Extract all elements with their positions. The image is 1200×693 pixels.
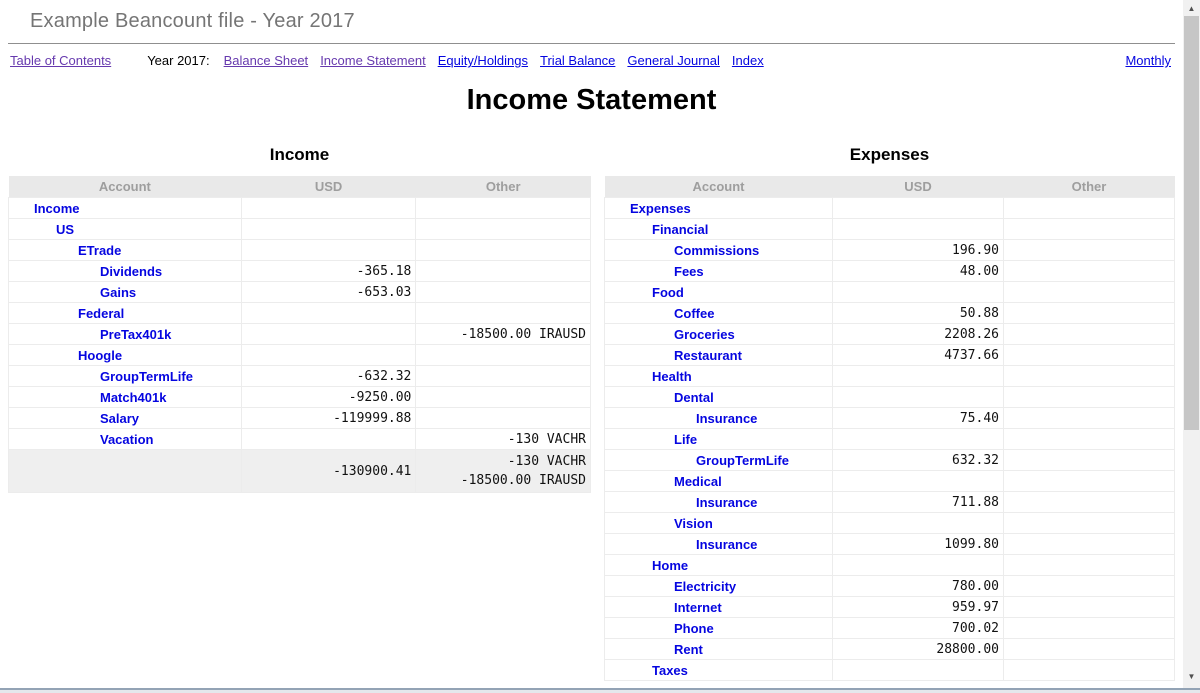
account-cell: [9, 282, 242, 303]
usd-value-cell: -9250.00: [241, 387, 416, 408]
account-cell: [605, 534, 833, 555]
expenses-row: [605, 555, 1175, 576]
other-value-cell: [1004, 597, 1175, 618]
account-link-grouptermlife[interactable]: GroupTermLife: [696, 452, 789, 468]
total-account-cell: [9, 450, 242, 493]
income-row: [9, 345, 591, 366]
account-cell: [605, 513, 833, 534]
other-value-cell: [1004, 387, 1175, 408]
expenses-row: [605, 618, 1175, 639]
usd-value-cell: [833, 513, 1004, 534]
account-link-electricity[interactable]: Electricity: [674, 578, 737, 594]
nav-link-balance-sheet[interactable]: Balance Sheet: [223, 53, 309, 68]
account-link-taxes[interactable]: Taxes: [652, 662, 688, 678]
account-link-insurance[interactable]: Insurance: [696, 494, 758, 510]
other-value-cell: [416, 387, 591, 408]
other-value-cell: [1004, 345, 1175, 366]
account-cell: [605, 555, 833, 576]
total-other-cell: -130 VACHR -18500.00 IRAUSD: [416, 450, 591, 493]
account-link-income[interactable]: Income: [34, 200, 80, 216]
account-cell: [9, 387, 242, 408]
usd-value-cell: [241, 429, 416, 450]
other-value-cell: -18500.00 IRAUSD: [416, 324, 591, 345]
account-cell: [9, 261, 242, 282]
other-value-cell: [1004, 471, 1175, 492]
expenses-row: [605, 219, 1175, 240]
other-value-cell: [1004, 555, 1175, 576]
usd-value-cell: 1099.80: [833, 534, 1004, 555]
account-link-phone[interactable]: Phone: [674, 620, 714, 636]
usd-value-cell: [833, 198, 1004, 219]
expenses-row: [605, 408, 1175, 429]
other-value-cell: [1004, 240, 1175, 261]
account-cell: [605, 618, 833, 639]
account-cell: [605, 198, 833, 219]
expenses-row: [605, 597, 1175, 618]
other-value-cell: [1004, 660, 1175, 681]
expenses-row: [605, 198, 1175, 219]
income-table: [8, 176, 591, 493]
expenses-row: [605, 429, 1175, 450]
income-row: [9, 198, 591, 219]
income-col-header-account: Account: [9, 176, 242, 198]
account-link-restaurant[interactable]: Restaurant: [674, 347, 742, 363]
nav-link-income-statement[interactable]: Income Statement: [320, 53, 426, 68]
navigation-bar: [10, 53, 1171, 68]
expenses-row: [605, 387, 1175, 408]
usd-value-cell: 4737.66: [833, 345, 1004, 366]
account-cell: [605, 639, 833, 660]
usd-value-cell: [833, 387, 1004, 408]
year-label: Year 2017:: [147, 53, 210, 68]
other-value-cell: [1004, 198, 1175, 219]
usd-value-cell: 196.90: [833, 240, 1004, 261]
usd-value-cell: 632.32: [833, 450, 1004, 471]
account-link-fees[interactable]: Fees: [674, 263, 704, 279]
account-link-etrade[interactable]: ETrade: [78, 242, 122, 258]
expenses-row: [605, 513, 1175, 534]
usd-value-cell: [833, 555, 1004, 576]
usd-value-cell: -653.03: [241, 282, 416, 303]
account-link-medical[interactable]: Medical: [674, 473, 722, 489]
account-cell: [9, 219, 242, 240]
income-row: [9, 408, 591, 429]
other-value-cell: [1004, 576, 1175, 597]
account-link-commissions[interactable]: Commissions: [674, 242, 760, 258]
income-row: [9, 240, 591, 261]
usd-value-cell: [833, 471, 1004, 492]
account-cell: [9, 345, 242, 366]
income-total-row: [9, 450, 591, 493]
account-link-us[interactable]: US: [56, 221, 75, 237]
other-value-cell: [1004, 282, 1175, 303]
other-value-cell: [1004, 219, 1175, 240]
usd-value-cell: 75.40: [833, 408, 1004, 429]
usd-value-cell: -632.32: [241, 366, 416, 387]
account-cell: [605, 597, 833, 618]
income-row: [9, 429, 591, 450]
expenses-section: [604, 139, 1175, 681]
other-value-cell: -130 VACHR: [416, 429, 591, 450]
income-col-header-other: Other: [416, 176, 591, 198]
account-cell: [605, 408, 833, 429]
other-value-cell: [416, 240, 591, 261]
account-link-pretax401k[interactable]: PreTax401k: [100, 326, 172, 342]
expenses-row: [605, 261, 1175, 282]
expenses-table: [604, 176, 1175, 681]
usd-value-cell: 711.88: [833, 492, 1004, 513]
account-link-dental[interactable]: Dental: [674, 389, 714, 405]
account-link-salary[interactable]: Salary: [100, 410, 140, 426]
expenses-row: [605, 345, 1175, 366]
expenses-row: [605, 450, 1175, 471]
other-value-cell: [1004, 324, 1175, 345]
document-title: Example Beancount file - Year 2017: [30, 10, 355, 32]
usd-value-cell: [241, 219, 416, 240]
other-value-cell: [1004, 639, 1175, 660]
scrollbar-thumb[interactable]: [1183, 16, 1200, 430]
usd-value-cell: [833, 282, 1004, 303]
expenses-row: [605, 324, 1175, 345]
expenses-table-title: Expenses: [849, 145, 930, 164]
account-cell: [605, 450, 833, 471]
other-value-cell: [1004, 492, 1175, 513]
statement-tables: [8, 139, 1175, 681]
income-row: [9, 261, 591, 282]
account-link-expenses[interactable]: Expenses: [630, 200, 691, 216]
account-cell: [605, 492, 833, 513]
usd-value-cell: [833, 660, 1004, 681]
account-link-financial[interactable]: Financial: [652, 221, 709, 237]
window-bottom-edge: [0, 688, 1200, 693]
income-section: [8, 139, 591, 493]
account-link-vision[interactable]: Vision: [674, 515, 713, 531]
usd-value-cell: [833, 219, 1004, 240]
account-cell: [605, 366, 833, 387]
other-value-cell: [416, 366, 591, 387]
account-link-food[interactable]: Food: [652, 284, 684, 300]
account-link-gains[interactable]: Gains: [100, 284, 137, 300]
other-value-cell: [416, 408, 591, 429]
other-value-cell: [1004, 513, 1175, 534]
account-link-home[interactable]: Home: [652, 557, 689, 573]
account-cell: [9, 198, 242, 219]
page-title: Income Statement: [466, 84, 717, 116]
other-value-cell: [416, 261, 591, 282]
total-usd-cell: -130900.41: [241, 450, 416, 493]
other-value-cell: [416, 219, 591, 240]
other-value-cell: [1004, 303, 1175, 324]
other-value-cell: [416, 198, 591, 219]
account-cell: [605, 576, 833, 597]
expenses-row: [605, 471, 1175, 492]
usd-value-cell: 50.88: [833, 303, 1004, 324]
usd-value-cell: 48.00: [833, 261, 1004, 282]
other-value-cell: [1004, 429, 1175, 450]
other-value-cell: [1004, 261, 1175, 282]
account-link-internet[interactable]: Internet: [674, 599, 722, 615]
usd-value-cell: 959.97: [833, 597, 1004, 618]
usd-value-cell: -365.18: [241, 261, 416, 282]
account-cell: [605, 219, 833, 240]
nav-link-general-journal[interactable]: General Journal: [627, 53, 720, 68]
usd-value-cell: [241, 240, 416, 261]
account-cell: [605, 324, 833, 345]
account-link-groceries[interactable]: Groceries: [674, 326, 735, 342]
scrollbar-down-arrow-icon[interactable]: ▼: [1183, 668, 1200, 684]
account-link-insurance[interactable]: Insurance: [696, 410, 758, 426]
account-cell: [605, 471, 833, 492]
account-cell: [605, 261, 833, 282]
account-cell: [9, 303, 242, 324]
expenses-row: [605, 240, 1175, 261]
expenses-row: [605, 576, 1175, 597]
expenses-row: [605, 660, 1175, 681]
account-link-vacation[interactable]: Vacation: [100, 431, 154, 447]
other-value-cell: [1004, 408, 1175, 429]
nav-link-monthly[interactable]: Monthly: [1125, 53, 1171, 68]
usd-value-cell: 700.02: [833, 618, 1004, 639]
usd-value-cell: -119999.88: [241, 408, 416, 429]
expenses-col-header-usd: USD: [833, 176, 1004, 198]
account-cell: [605, 429, 833, 450]
expenses-row: [605, 639, 1175, 660]
account-link-insurance[interactable]: Insurance: [696, 536, 758, 552]
expenses-row: [605, 303, 1175, 324]
vertical-scrollbar[interactable]: [1183, 0, 1200, 688]
usd-value-cell: [833, 366, 1004, 387]
account-link-coffee[interactable]: Coffee: [674, 305, 715, 321]
account-link-rent[interactable]: Rent: [674, 641, 703, 657]
account-cell: [605, 282, 833, 303]
usd-value-cell: [833, 429, 1004, 450]
account-link-dividends[interactable]: Dividends: [100, 263, 163, 279]
expenses-row: [605, 534, 1175, 555]
nav-link-table-of-contents[interactable]: Table of Contents: [10, 53, 112, 68]
income-col-header-usd: USD: [241, 176, 416, 198]
other-value-cell: [416, 303, 591, 324]
usd-value-cell: 2208.26: [833, 324, 1004, 345]
usd-value-cell: 28800.00: [833, 639, 1004, 660]
usd-value-cell: [241, 324, 416, 345]
account-cell: [9, 408, 242, 429]
account-cell: [605, 660, 833, 681]
nav-link-index[interactable]: Index: [731, 53, 764, 68]
nav-link-equity-holdings[interactable]: Equity/Holdings: [437, 53, 529, 68]
account-link-grouptermlife[interactable]: GroupTermLife: [100, 368, 193, 384]
usd-value-cell: [241, 303, 416, 324]
account-cell: [9, 366, 242, 387]
income-row: [9, 303, 591, 324]
usd-value-cell: 780.00: [833, 576, 1004, 597]
expenses-row: [605, 366, 1175, 387]
other-value-cell: [1004, 450, 1175, 471]
account-link-life[interactable]: Life: [674, 431, 698, 447]
usd-value-cell: [241, 198, 416, 219]
account-cell: [605, 387, 833, 408]
account-link-health[interactable]: Health: [652, 368, 692, 384]
nav-links-group: [224, 53, 764, 68]
expenses-row: [605, 282, 1175, 303]
other-value-cell: [1004, 534, 1175, 555]
nav-link-trial-balance[interactable]: Trial Balance: [540, 53, 616, 68]
income-row: [9, 282, 591, 303]
account-cell: [605, 240, 833, 261]
title-divider: [8, 43, 1175, 44]
account-link-match401k[interactable]: Match401k: [100, 389, 167, 405]
income-row: [9, 324, 591, 345]
other-value-cell: [1004, 366, 1175, 387]
expenses-col-header-other: Other: [1004, 176, 1175, 198]
other-value-cell: [416, 282, 591, 303]
income-row: [9, 366, 591, 387]
account-cell: [605, 345, 833, 366]
account-cell: [9, 240, 242, 261]
account-cell: [605, 303, 833, 324]
expenses-row: [605, 492, 1175, 513]
expenses-col-header-account: Account: [605, 176, 833, 198]
income-row: [9, 387, 591, 408]
account-link-hoogle[interactable]: Hoogle: [78, 347, 123, 363]
other-value-cell: [416, 345, 591, 366]
income-row: [9, 219, 591, 240]
scrollbar-up-arrow-icon[interactable]: ▲: [1183, 0, 1200, 16]
account-cell: [9, 324, 242, 345]
account-link-federal[interactable]: Federal: [78, 305, 125, 321]
income-table-title: Income: [269, 145, 330, 164]
usd-value-cell: [241, 345, 416, 366]
other-value-cell: [1004, 618, 1175, 639]
account-cell: [9, 429, 242, 450]
